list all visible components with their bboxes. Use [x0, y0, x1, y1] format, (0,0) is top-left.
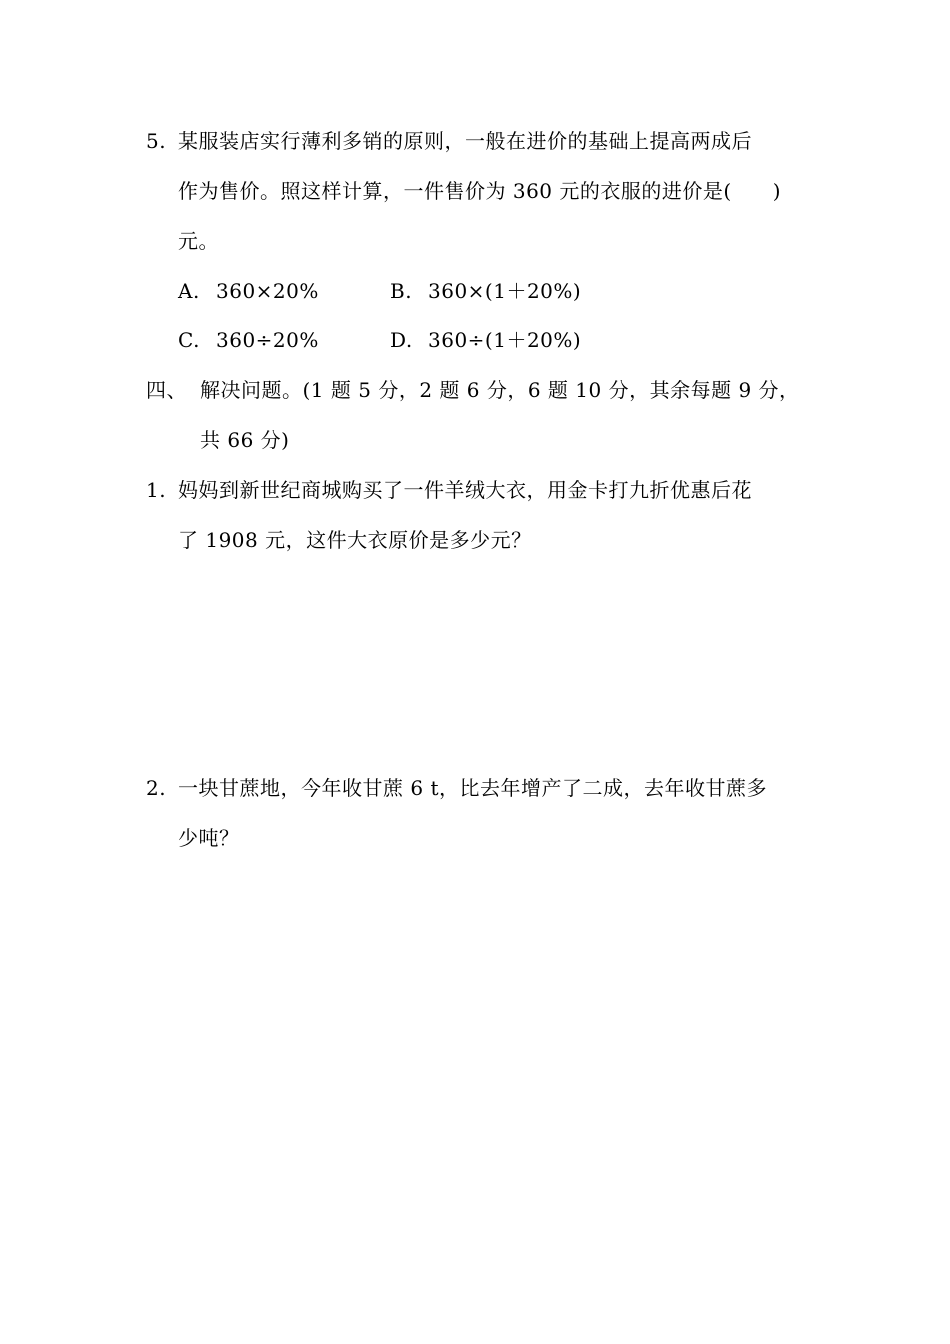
option-c-letter: C.: [178, 328, 200, 352]
option-d-text: 360÷(1＋20%): [428, 328, 582, 352]
question-5-number: 5.: [146, 129, 167, 153]
problem-1-line-2: 了 1908 元，这件大衣原价是多少元？: [178, 528, 532, 552]
problem-2-line-1: 一块甘蔗地，今年收甘蔗 6 t，比去年增产了二成，去年收甘蔗多: [178, 776, 767, 800]
question-5-line-2: 作为售价。照这样计算，一件售价为 360 元的衣服的进价是( ): [178, 179, 781, 203]
problem-1-number: 1.: [146, 478, 167, 502]
problem-2-number: 2.: [146, 776, 167, 800]
section-4-line-2: 共 66 分): [200, 428, 290, 452]
option-a-letter: A.: [178, 279, 200, 303]
section-4-number: 四、: [146, 378, 187, 402]
option-a-text: 360×20%: [216, 279, 319, 303]
problem-1-line-1: 妈妈到新世纪商城购买了一件羊绒大衣，用金卡打九折优惠后花: [178, 478, 752, 502]
section-4-line-1: 解决问题。(1 题 5 分，2 题 6 分，6 题 10 分，其余每题 9 分，: [200, 378, 800, 402]
question-5-line-3: 元。: [178, 229, 219, 253]
option-b-text: 360×(1＋20%): [428, 279, 582, 303]
option-c-text: 360÷20%: [216, 328, 319, 352]
question-5-line-1: 某服装店实行薄利多销的原则，一般在进价的基础上提高两成后: [178, 129, 752, 153]
problem-2-line-2: 少吨？: [178, 826, 240, 850]
option-d-letter: D.: [390, 328, 413, 352]
option-b-letter: B.: [390, 279, 413, 303]
